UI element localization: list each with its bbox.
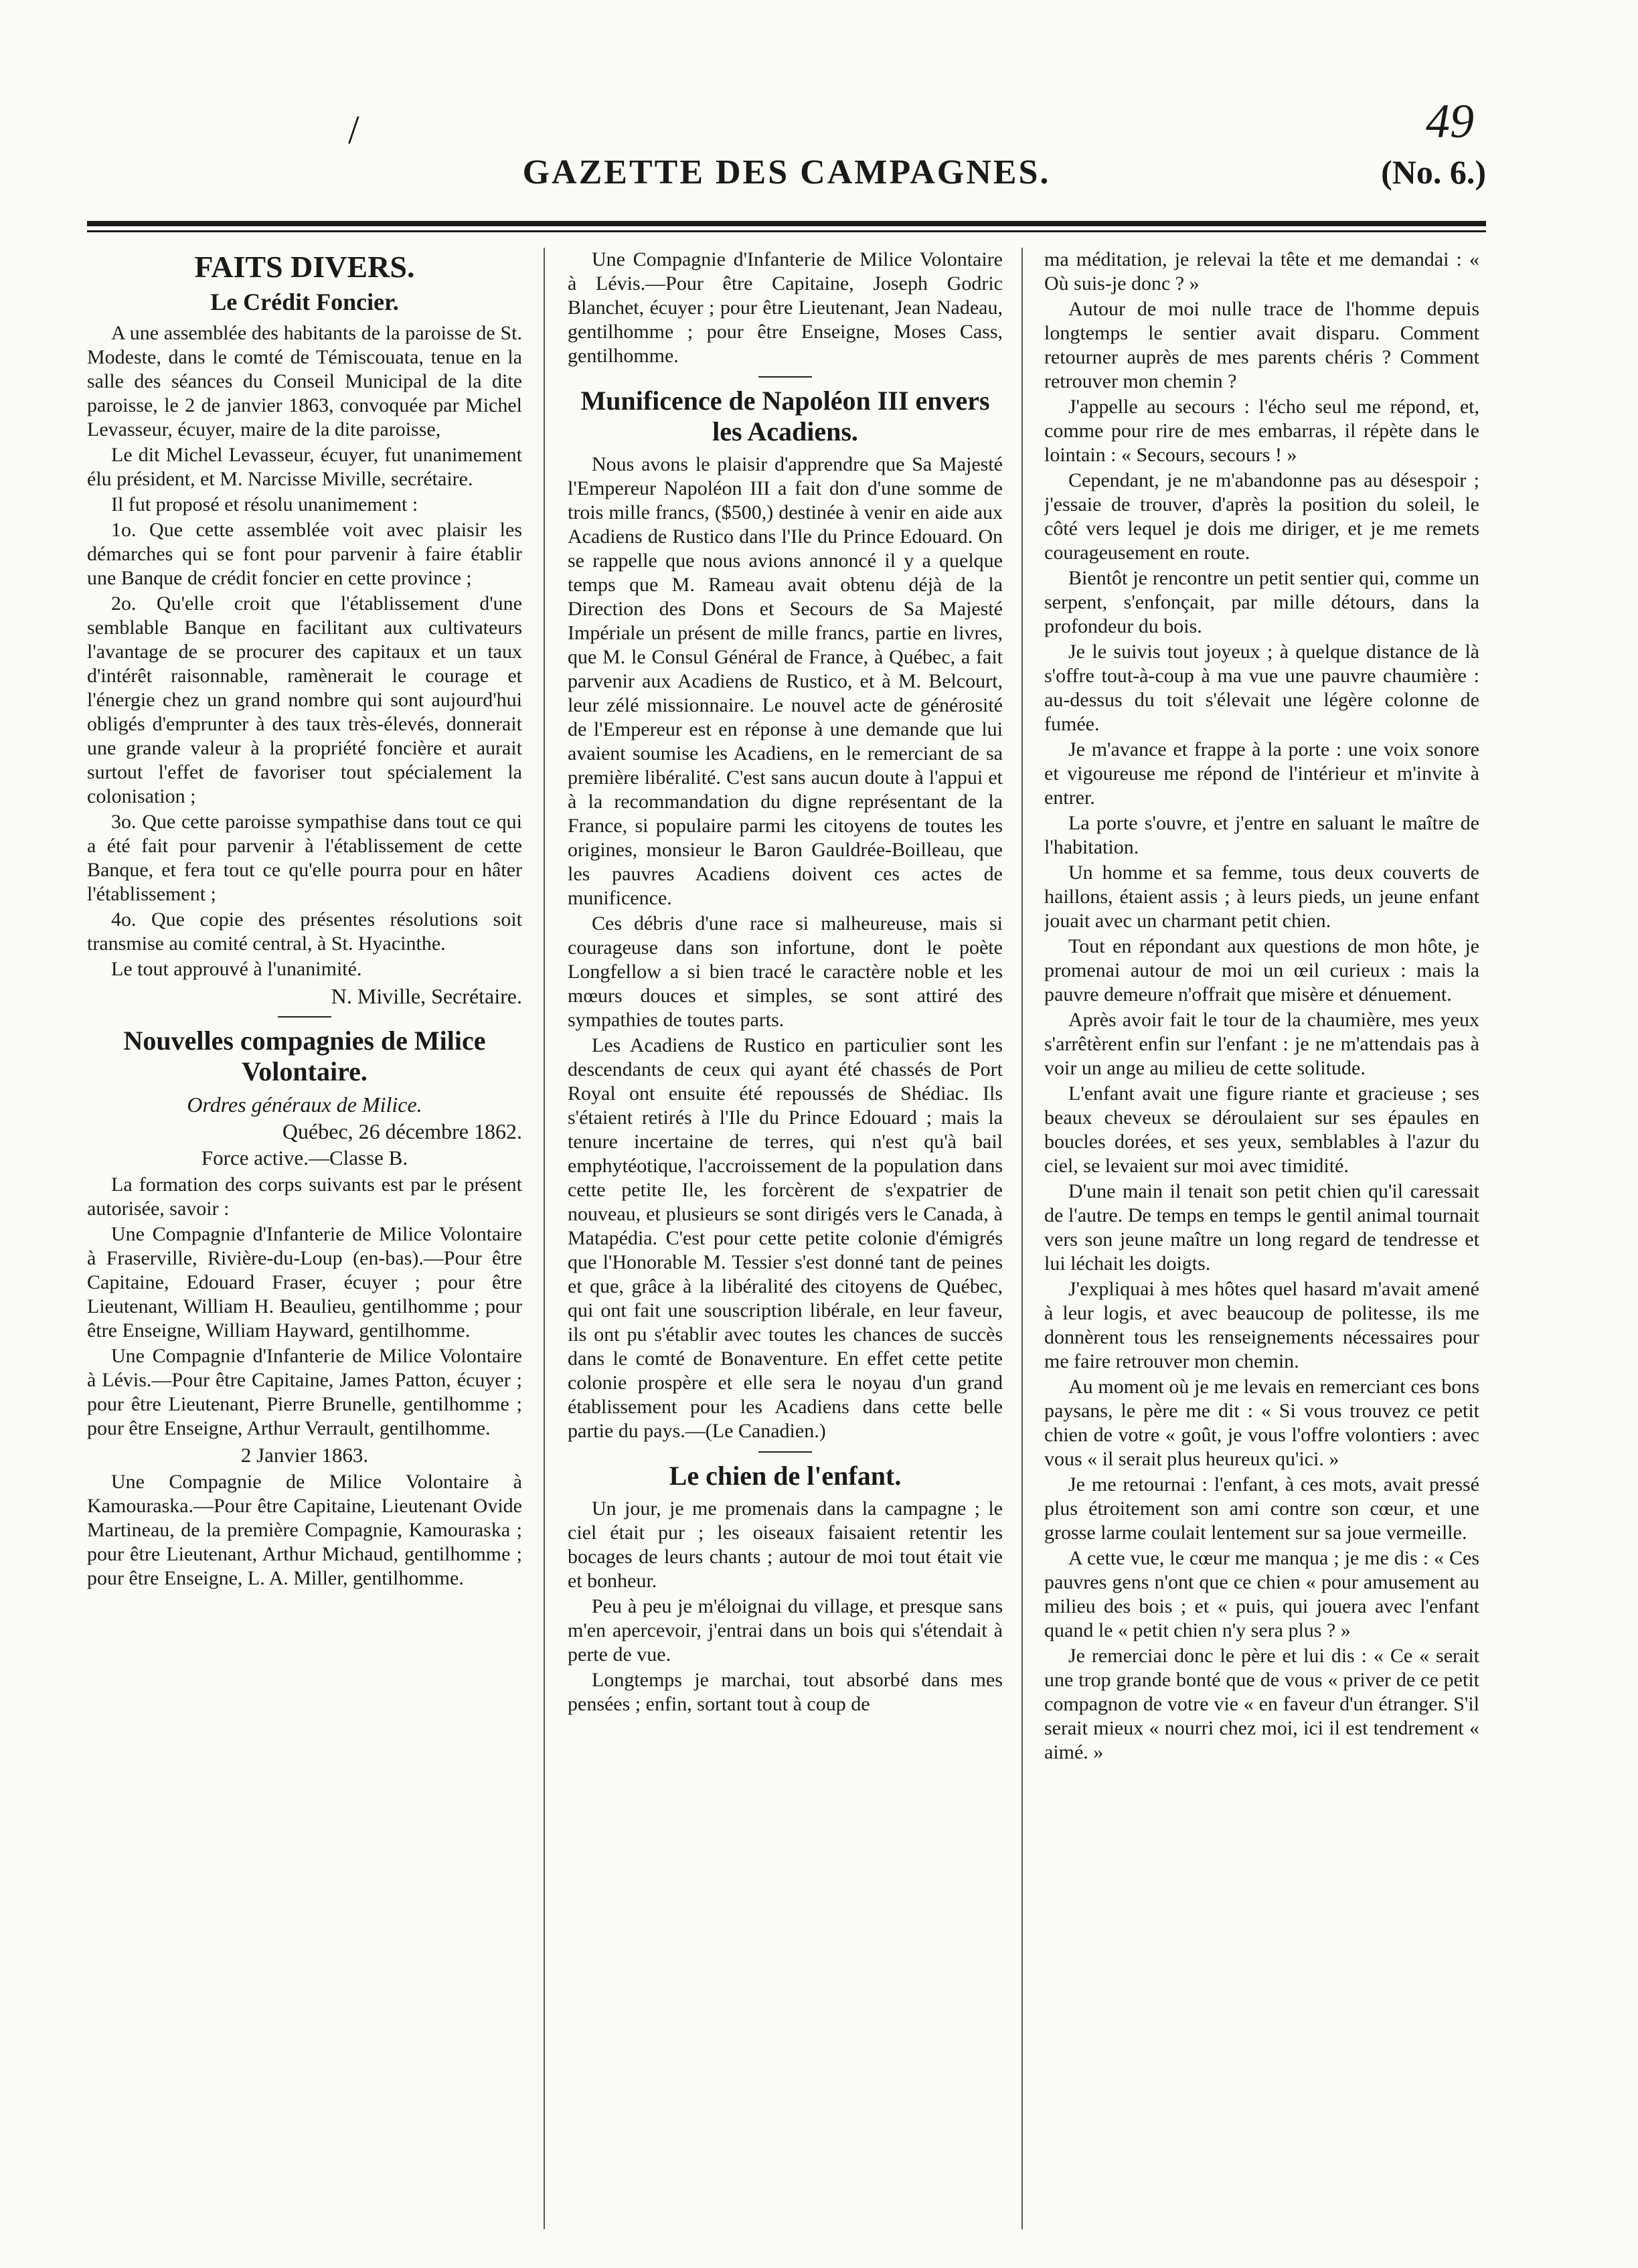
paragraph: Autour de moi nulle trace de l'homme depuis longtemps le sentier avait disparu. Comment retourner auprès de mes parents chéris ? Comment retrouver mon chemin ? [1044, 298, 1479, 392]
separator-rule [278, 1016, 331, 1018]
paragraph: La porte s'ouvre, et j'entre en saluant le maître de l'habitation. [1044, 812, 1479, 858]
article-title: Munificence de Napoléon III envers les Acadiens. [580, 386, 990, 447]
subtitle: Ordres généraux de Milice. [187, 1092, 422, 1117]
paragraph: Une Compagnie d'Infanterie de Milice Volontaire à Lévis.—Pour être Capitaine, James Patton, écuyer ; pour être Lieutenant, Pierre Brunelle, gentilhomme ; pour être Enseigne, Arthur Verrault, gentilhomme. [87, 1345, 522, 1439]
paragraph: Une Compagnie d'Infanterie de Milice Volontaire à Fraserville, Rivière-du-Loup (en-bas).—Pour être Capitaine, Edouard Fraser, écuyer ; pour être Lieutenant, William H. Beaulieu, gentilhomme ; pour être Enseigne, William Hayward, gentilhomme. [87, 1223, 522, 1342]
column-2 [568, 248, 1003, 2229]
paragraph: Il fut proposé et résolu unanimement : [111, 493, 418, 515]
article-title: Le chien de l'enfant. [669, 1461, 902, 1491]
paragraph: Les Acadiens de Rustico en particulier sont les descendants de ceux qui ayant été chassés de Port Royal ont ensuite été repoussés de Shédiac. Ils s'étaient retirés à l'Ile du Prince Edouard ; mais la tenure incertaine de terres, qui n'est qu'à bail emphytéotique, l'accroissement de la population dans cette petite Ile, les forcèrent de s'expatrier de nouveau, et plusieurs se sont dirigés vers le Canada, à Matapédia. C'est pour cette petite colonie d'émigrés que l'Honorable M. Tessier s'est donné tant de peines et que, grâce à la libéralité des citoyens de Québec, qui ont fait une souscription libérale, en leur faveur, ils ont pu s'établir avec toutes les chances de succès dans le comté de Bonaventure. En effet cette petite colonie prospère et elle sera le noyau d'un grand établissement pour les Acadiens dans cette belle partie du pays.—(Le Canadien.) [568, 1034, 1003, 1442]
issue-number: (No. 6.) [1381, 153, 1486, 191]
paragraph: La formation des corps suivants est par le présent autorisée, savoir : [87, 1173, 522, 1220]
paragraph: Bientôt je rencontre un petit sentier qui, comme un serpent, s'enfonçait, par mille détours, dans la profondeur du bois. [1044, 567, 1479, 637]
paragraph: Tout en répondant aux questions de mon hôte, je promenai autour de moi un œil curieux : mais la pauvre demeure n'offrait que misère et dénuement. [1044, 935, 1479, 1005]
paragraph: Je me retournai : l'enfant, à ces mots, avait pressé plus étroitement son ami contre son cœur, et une grosse larme coulait lentement sur sa joue vermeille. [1044, 1473, 1479, 1544]
paragraph: Je m'avance et frappe à la porte : une voix sonore et vigoureuse me répond de l'intérieur et m'invite à entrer. [1044, 738, 1479, 809]
paragraph: Une Compagnie d'Infanterie de Milice Volontaire à Lévis.—Pour être Capitaine, Joseph Godric Blanchet, écuyer ; pour être Lieutenant, Jean Nadeau, gentilhomme ; pour être Enseigne, Moses Cass, gentilhomme. [568, 248, 1003, 367]
paragraph: L'enfant avait une figure riante et gracieuse ; ses beaux cheveux se déroulaient sur ses épaules en boucles dorées, et ses yeux, semblables à l'azur du ciel, se levaient sur moi avec timidité. [1044, 1082, 1479, 1177]
paragraph: Un jour, je me promenais dans la campagne ; le ciel était pur ; les oiseaux faisaient retentir les bocages de leurs chants ; autour de moi tout était vie et bonheur. [568, 1497, 1003, 1592]
paragraph: Cependant, je ne m'abandonne pas au désespoir ; j'essaie de trouver, d'après la position du soleil, le côté vers lequel je dois me diriger, et je me remets courageusement en route. [1044, 469, 1479, 564]
column-divider [544, 248, 545, 2229]
paragraph: Ces débris d'une race si malheureuse, mais si courageuse dans son infortune, dont le poète Longfellow a si bien tracé le caractère noble et les mœurs douces et simples, se sont attiré des sympathies de toutes parts. [568, 912, 1003, 1031]
column-3 [1044, 248, 1479, 2229]
column-divider [1021, 248, 1023, 2229]
dateline: Québec, 26 décembre 1862. [282, 1119, 522, 1143]
paragraph: A une assemblée des habitants de la paroisse de St. Modeste, dans le comté de Témiscouata, tenue en la salle des séances du Conseil Municipal de la dite paroisse, le 2 de janvier 1863, convoquée par Michel Levasseur, écuyer, maire de la dite paroisse, [87, 322, 522, 440]
paragraph: D'une main il tenait son petit chien qu'il caressait de l'autre. De temps en temps le gentil animal tournait vers son jeune maître un long regard de tendresse et lui léchait les doigts. [1044, 1180, 1479, 1275]
paragraph: J'appelle au secours : l'écho seul me répond, et, comme pour rire de mes embarras, il répète dans le lointain : « Secours, secours ! » [1044, 396, 1479, 466]
masthead-thin-rule [87, 230, 1486, 232]
margin-slash-mark: / [348, 108, 359, 152]
paragraph: Peu à peu je m'éloignai du village, et presque sans m'en apercevoir, j'entrai dans un bois qui s'étendait à perte de vue. [568, 1595, 1003, 1666]
column-1 [87, 248, 522, 2229]
separator-rule [758, 1451, 812, 1453]
paragraph: Au moment où je me levais en remerciant ces bons paysans, le père me dit : « Si vous trouvez ce petit chien de votre « goût, je vous l'offre volontiers : avec vous « il serait plus heureux qu'ici. » [1044, 1376, 1479, 1470]
paragraph: 1o. Que cette assemblée voit avec plaisir les démarches qui se font pour parvenir à faire établir une Banque de crédit foncier en cette province ; [87, 519, 522, 589]
signature: N. Miville, Secrétaire. [331, 984, 522, 1008]
paragraph: Je le suivis tout joyeux ; à quelque distance de là s'offre tout-à-coup à ma vue une pauvre chaumière : au-dessus du toit s'élevait une légère colonne de fumée. [1044, 641, 1479, 735]
paragraph: Longtemps je marchai, tout absorbé dans mes pensées ; enfin, sortant tout à coup de [568, 1669, 1003, 1715]
paragraph: J'expliquai à mes hôtes quel hasard m'avait amené à leur logis, et avec beaucoup de politesse, ils me donnèrent tous les renseignements nécessaires pour me faire retrouver mon chemin. [1044, 1278, 1479, 1372]
paragraph: Le dit Michel Levasseur, écuyer, fut unanimement élu président, et M. Narcisse Miville, secrétaire. [87, 444, 522, 490]
paragraph: Après avoir fait le tour de la chaumière, mes yeux s'arrêtèrent enfin sur l'enfant : je ne m'attendais pas à voir un ange au milieu de cette solitude. [1044, 1009, 1479, 1079]
paragraph: Un homme et sa femme, tous deux couverts de haillons, étaient assis ; à leurs pieds, un jeune enfant jouait avec un charmant petit chien. [1044, 862, 1479, 932]
newspaper-title: GAZETTE DES CAMPAGNES. [522, 153, 1051, 191]
masthead [87, 153, 1486, 206]
paragraph: Une Compagnie de Milice Volontaire à Kamouraska.—Pour être Capitaine, Lieutenant Ovide Martineau, de la première Compagnie, Kamouraska ; pour être Lieutenant, Arthur Michaud, gentilhomme ; pour être Enseigne, L. A. Miller, gentilhomme. [87, 1471, 522, 1589]
paragraph: Je remerciai donc le père et lui dis : « Ce « serait une trop grande bonté que de vous « priver de ce petit compagnon de votre vie « en faveur d'un étranger. S'il serait mieux « nourri chez moi, ici il est tendrement « aimé. » [1044, 1645, 1479, 1763]
masthead-thick-rule [87, 221, 1486, 226]
subtitle: Force active.—Classe B. [201, 1146, 408, 1169]
paragraph: Nous avons le plaisir d'apprendre que Sa Majesté l'Empereur Napoléon III a fait don d'une somme de trois mille francs, ($500,) destinée à venir en aide aux Acadiens de Rustico dans l'Ile du Prince Edouard. On se rappelle que nous avions annoncé il y a quelque temps que M. Rameau avait obtenu déjà de la Direction des Dons et Secours de Sa Majesté Impériale un présent de mille francs, partie en livres, que M. le Consul Général de France, à Québec, a fait parvenir aux Acadiens de Rustico, et à M. Belcourt, leur zélé missionnaire. Le nouvel acte de générosité de l'Empereur est en réponse à une demande que lui avaient soumise les Acadiens, en le remerciant de sa première libéralité. C'est sans aucun doute à l'appui et à la recommandation du digne représentant de la France, si populaire parmi les citoyens de toutes les origines, monsieur le Baron Gauldrée-Boilleau, que les pauvres Acadiens doivent ces actes de munificence. [568, 453, 1003, 909]
article-title: Le Crédit Foncier. [210, 289, 399, 315]
paragraph: ma méditation, je relevai la tête et me demandai : « Où suis-je donc ? » [1044, 248, 1479, 295]
paragraph: 4o. Que copie des présentes résolutions soit transmise au comité central, à St. Hyacinthe. [87, 908, 522, 955]
article-title: Nouvelles compagnies de Milice Volontaire. [123, 1026, 486, 1086]
paragraph: Le tout approuvé à l'unanimité. [111, 958, 362, 980]
section-heading: FAITS DIVERS. [194, 250, 415, 284]
paragraph: 3o. Que cette paroisse sympathise dans tout ce qui a été fait pour parvenir à l'établissement de cette Banque, et fera tout ce qu'elle pourra pour en hâter l'établissement ; [87, 811, 522, 905]
paragraph: A cette vue, le cœur me manqua ; je me dis : « Ces pauvres gens n'ont que ce chien « pour amusement au milieu des bois ; et « puis, qui jouera avec l'enfant quand le « petit chien n'y sera plus ? » [1044, 1547, 1479, 1641]
separator-rule [758, 376, 812, 378]
handwritten-folio-number: 49 [1426, 94, 1474, 148]
paragraph: 2o. Qu'elle croit que l'établissement d'une semblable Banque en facilitant aux cultivateurs l'avantage de se procurer des capitaux et un taux d'intérêt raisonnable, ramènerait le courage et l'énergie chez un grand nombre qui sont aujourd'hui obligés d'emprunter à des taux très-élevés, donnerait une grande valeur à la propriété foncière et aurait surtout l'effet de favoriser tout spécialement la colonisation ; [87, 592, 522, 807]
dateline: 2 Janvier 1863. [240, 1443, 369, 1467]
